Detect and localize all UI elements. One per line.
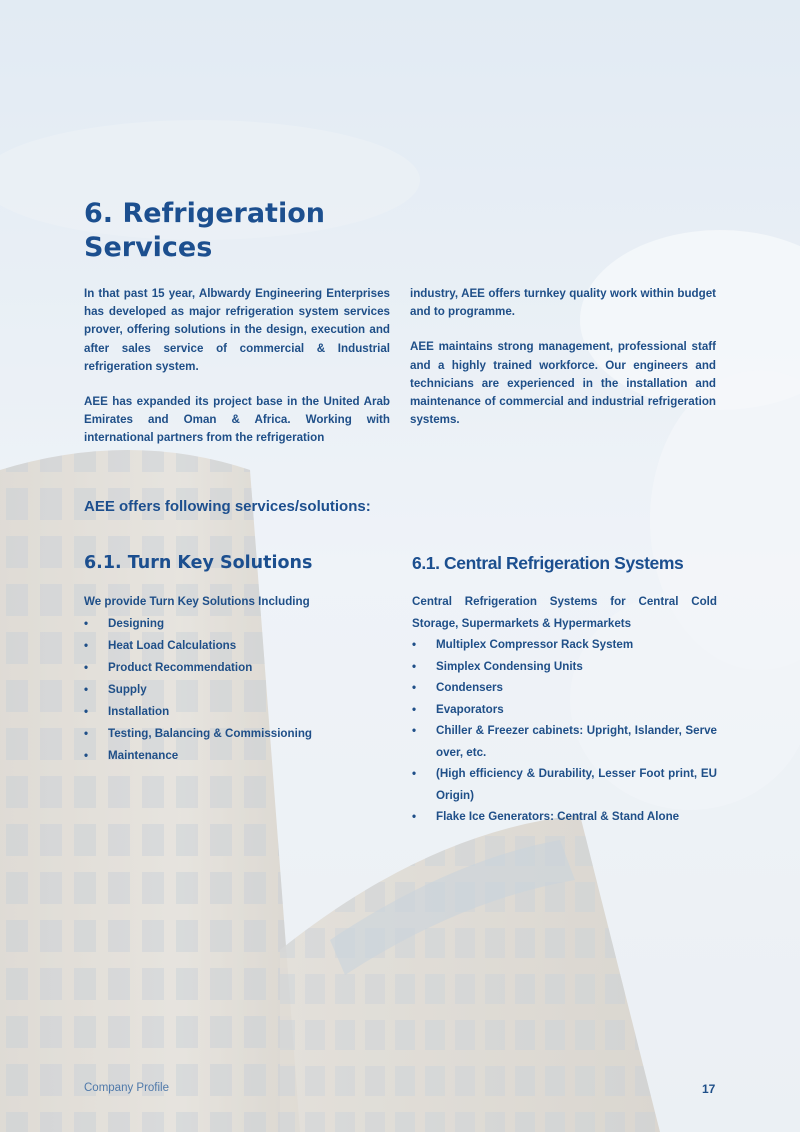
intro-paragraph: AEE has expanded its project base in the United Arab Emirates and Oman & Africa. Working with international partners from the refrigeration — [84, 395, 390, 445]
list-item — [84, 635, 389, 657]
list-item-text: Condensers — [436, 681, 504, 694]
intro-paragraph: industry, AEE offers turnkey quality work within budget and to programme. — [410, 287, 716, 319]
footer-label: Company Profile — [84, 1082, 170, 1094]
bullet-icon: • — [84, 617, 89, 630]
turnkey-intro: We provide Turn Key Solutions Including — [84, 595, 310, 608]
list-item — [412, 763, 717, 806]
central-refrigeration-section — [412, 591, 717, 828]
list-item-text: Designing — [108, 617, 165, 630]
list-item-text: Product Recommendation — [108, 661, 253, 674]
intro-left-column — [84, 285, 390, 465]
central-intro: Central Refrigeration Systems for Central Cold Storage, Supermarkets & Hypermarkets — [412, 595, 717, 630]
bullet-icon: • — [84, 683, 89, 696]
bullet-icon: • — [412, 659, 417, 673]
list-item — [84, 745, 389, 767]
list-item — [412, 720, 717, 763]
bullet-icon: • — [84, 749, 89, 762]
intro-paragraph: In that past 15 year, Albwardy Engineering Enterprises has developed as major refrigeration system services prover, offering solutions in the design, execution and after sales service of commercial & Industrial refrigeration system. — [84, 287, 390, 373]
turnkey-list — [84, 613, 389, 767]
bullet-icon: • — [412, 681, 417, 694]
title-line-1: 6. Refrigeration — [84, 198, 325, 229]
bullet-icon: • — [412, 767, 417, 780]
list-item — [84, 679, 389, 701]
bullet-icon: • — [84, 705, 89, 718]
page-number: 17 — [702, 1082, 716, 1096]
list-item — [412, 656, 717, 678]
intro-paragraph: AEE maintains strong management, professional staff and a highly trained workforce. Our engineers and technicians are experienced in the installation and maintenance of commercial and industrial refrigeration systems. — [410, 340, 716, 427]
list-item-text: Testing, Balancing & Commissioning — [108, 727, 312, 740]
turnkey-section — [84, 591, 389, 767]
list-item — [412, 699, 717, 721]
list-item — [84, 723, 389, 745]
list-item — [412, 677, 717, 699]
turnkey-heading: 6.1. Turn Key Solutions — [84, 553, 313, 573]
offers-heading: AEE offers following services/solutions: — [84, 498, 371, 515]
bullet-icon: • — [412, 724, 417, 737]
list-item-text: Chiller & Freezer cabinets: Upright, Islander, Serve over, etc. — [436, 724, 717, 759]
list-item-text: Multiplex Compressor Rack System — [436, 638, 634, 651]
list-item-text: (High efficiency & Durability, Lesser Foot print, EU Origin) — [436, 767, 717, 802]
list-item — [84, 657, 389, 679]
list-item — [412, 806, 717, 828]
list-item — [84, 613, 389, 635]
bullet-icon: • — [84, 727, 89, 740]
list-item-text: Evaporators — [436, 702, 504, 716]
bullet-icon: • — [84, 639, 89, 652]
list-item — [84, 701, 389, 723]
bullet-icon: • — [412, 638, 417, 651]
list-item-text: Simplex Condensing Units — [436, 659, 583, 673]
intro-right-column — [410, 285, 716, 446]
central-list — [412, 634, 717, 828]
page-title — [84, 197, 404, 265]
bullet-icon: • — [412, 810, 417, 823]
list-item-text: Installation — [108, 705, 170, 718]
list-item-text: Flake Ice Generators: Central & Stand Alone — [436, 810, 680, 823]
central-refrigeration-heading: 6.1. Central Refrigeration Systems — [412, 553, 684, 573]
bullet-icon: • — [412, 702, 417, 716]
list-item-text: Maintenance — [108, 749, 179, 762]
list-item-text: Supply — [108, 683, 147, 696]
bullet-icon: • — [84, 661, 89, 674]
title-line-2: Services — [84, 232, 213, 263]
list-item — [412, 634, 717, 656]
list-item-text: Heat Load Calculations — [108, 639, 237, 652]
